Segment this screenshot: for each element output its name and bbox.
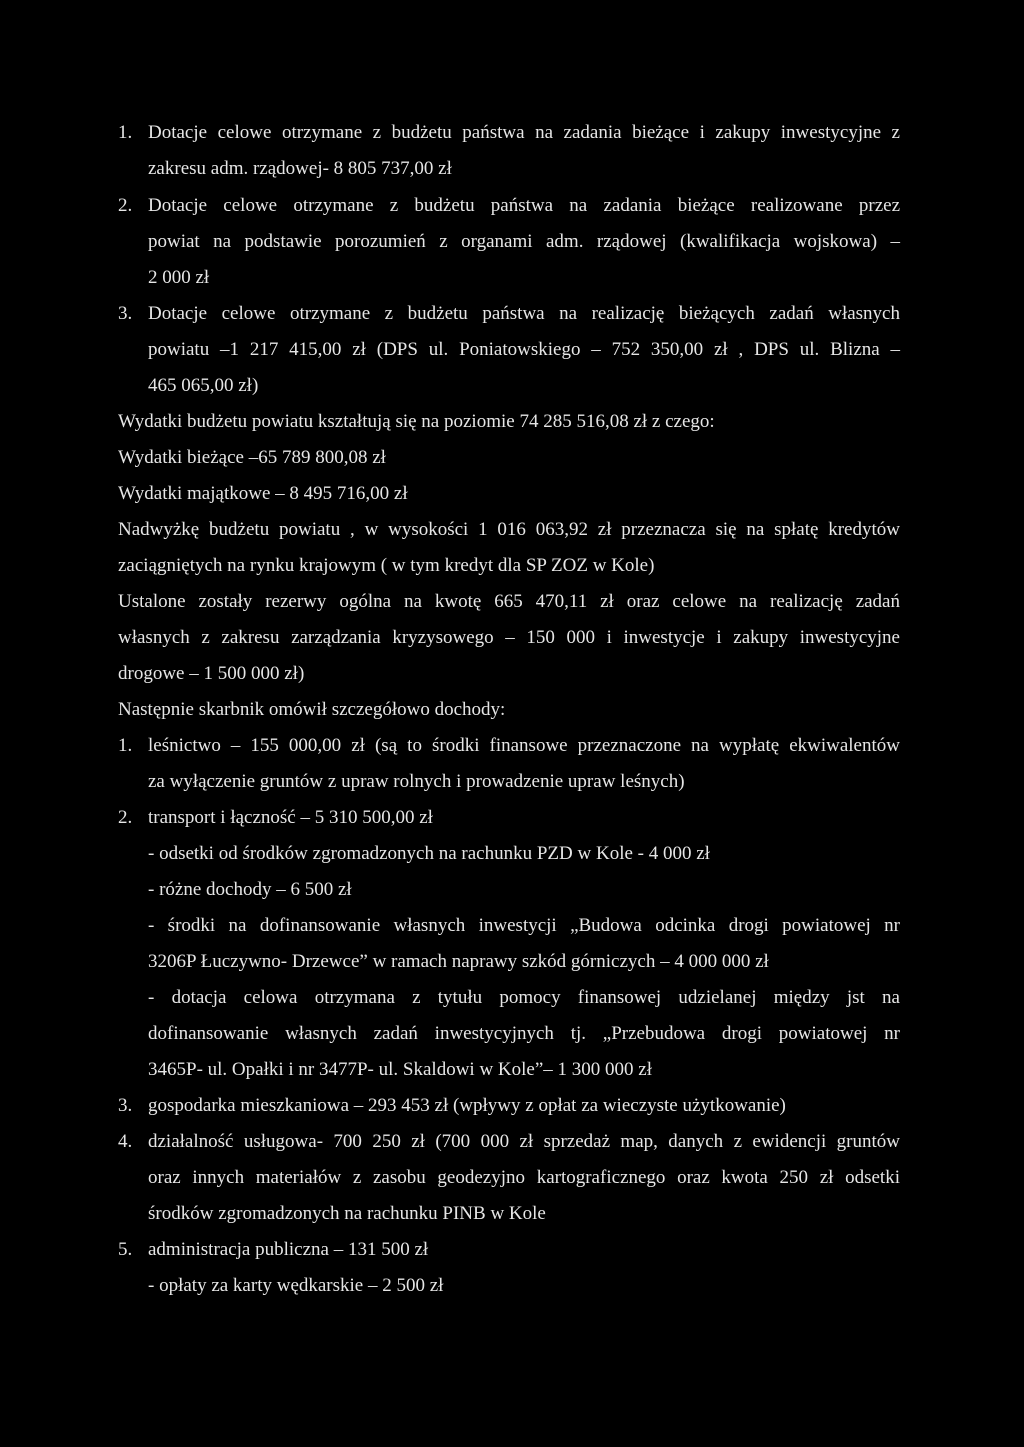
paragraph-expenditures-total: Wydatki budżetu powiatu kształtują się na poziomie 74 285 516,08 zł z czego: [118, 411, 715, 432]
income-2-line-5: 3206P Łuczywno- Drzewce” w ramach naprawy szkód górniczych – 4 000 000 zł [148, 951, 769, 972]
grant-2-line-1: Dotacje celowe otrzymane z budżetu państwa na zadania bieżące realizowane przez [148, 195, 900, 216]
income-2-line-6: - dotacja celowa otrzymana z tytułu pomocy finansowej udzielanej między jst na [148, 987, 900, 1008]
income-2-line-3: - różne dochody – 6 500 zł [148, 879, 352, 900]
grant-1-line-1: Dotacje celowe otrzymane z budżetu państwa na zadania bieżące i zakupy inwestycyjne z [148, 122, 900, 143]
grant-3-line-1: Dotacje celowe otrzymane z budżetu państwa na realizację bieżących zadań własnych [148, 303, 900, 324]
grant-2-line-2: powiat na podstawie porozumień z organami adm. rządowej (kwalifikacja wojskowa) – [148, 231, 900, 252]
income-5-line-1: administracja publiczna – 131 500 zł [148, 1239, 429, 1260]
paragraph-surplus-line-2: zaciągniętych na rynku krajowym ( w tym kredyt dla SP ZOZ w Kole) [118, 555, 655, 576]
income-5-line-2: - opłaty za karty wędkarskie – 2 500 zł [148, 1275, 444, 1296]
income-2-line-7: dofinansowanie własnych zadań inwestycyjnych tj. „Przebudowa drogi powiatowej nr [148, 1023, 900, 1044]
income-1-number: 1. [118, 735, 133, 756]
grant-2-line-3: 2 000 zł [148, 267, 210, 288]
paragraph-capital-expenditures: Wydatki majątkowe – 8 495 716,00 zł [118, 483, 408, 504]
paragraph-surplus-line-1: Nadwyżkę budżetu powiatu , w wysokości 1 016 063,92 zł przeznacza się na spłatę kredytów [118, 519, 900, 540]
paragraph-reserves-line-2: własnych z zakresu zarządzania kryzysowego – 150 000 i inwestycje i zakupy inwestycyjne [118, 627, 900, 648]
income-3-number: 3. [118, 1095, 133, 1116]
grant-3-line-2: powiatu –1 217 415,00 zł (DPS ul. Poniatowskiego – 752 350,00 zł , DPS ul. Blizna – [148, 339, 900, 360]
income-2-line-8: 3465P- ul. Opałki i nr 3477P- ul. Skaldowi w Kole”– 1 300 000 zł [148, 1059, 652, 1080]
grant-3-line-3: 465 065,00 zł) [148, 375, 259, 396]
grant-2-number: 2. [118, 195, 133, 216]
grant-1-line-2: zakresu adm. rządowej- 8 805 737,00 zł [148, 158, 452, 179]
income-5-number: 5. [118, 1239, 133, 1260]
grant-1-number: 1. [118, 122, 133, 143]
income-2-number: 2. [118, 807, 133, 828]
income-3-line-1: gospodarka mieszkaniowa – 293 453 zł (wpływy z opłat za wieczyste użytkowanie) [148, 1095, 786, 1116]
income-1-line-1: leśnictwo – 155 000,00 zł (są to środki finansowe przeznaczone na wypłatę ekwiwalentów [148, 735, 900, 756]
paragraph-income-intro: Następnie skarbnik omówił szczegółowo dochody: [118, 699, 506, 720]
paragraph-current-expenditures: Wydatki bieżące –65 789 800,08 zł [118, 447, 386, 468]
income-4-line-1: działalność usługowa- 700 250 zł (700 000 zł sprzedaż map, danych z ewidencji gruntów [148, 1131, 900, 1152]
income-4-number: 4. [118, 1131, 133, 1152]
income-2-line-4: - środki na dofinansowanie własnych inwestycji „Budowa odcinka drogi powiatowej nr [148, 915, 900, 936]
income-1-line-2: za wyłączenie gruntów z upraw rolnych i prowadzenie upraw leśnych) [148, 771, 685, 792]
income-4-line-2: oraz innych materiałów z zasobu geodezyjno kartograficznego oraz kwota 250 zł odsetki [148, 1167, 900, 1188]
paragraph-reserves-line-3: drogowe – 1 500 000 zł) [118, 663, 305, 684]
income-2-line-1: transport i łączność – 5 310 500,00 zł [148, 807, 433, 828]
income-2-line-2: - odsetki od środków zgromadzonych na rachunku PZD w Kole - 4 000 zł [148, 843, 710, 864]
paragraph-reserves-line-1: Ustalone zostały rezerwy ogólna na kwotę 665 470,11 zł oraz celowe na realizację zadań [118, 591, 900, 612]
income-4-line-3: środków zgromadzonych na rachunku PINB w Kole [148, 1203, 546, 1224]
grant-3-number: 3. [118, 303, 133, 324]
